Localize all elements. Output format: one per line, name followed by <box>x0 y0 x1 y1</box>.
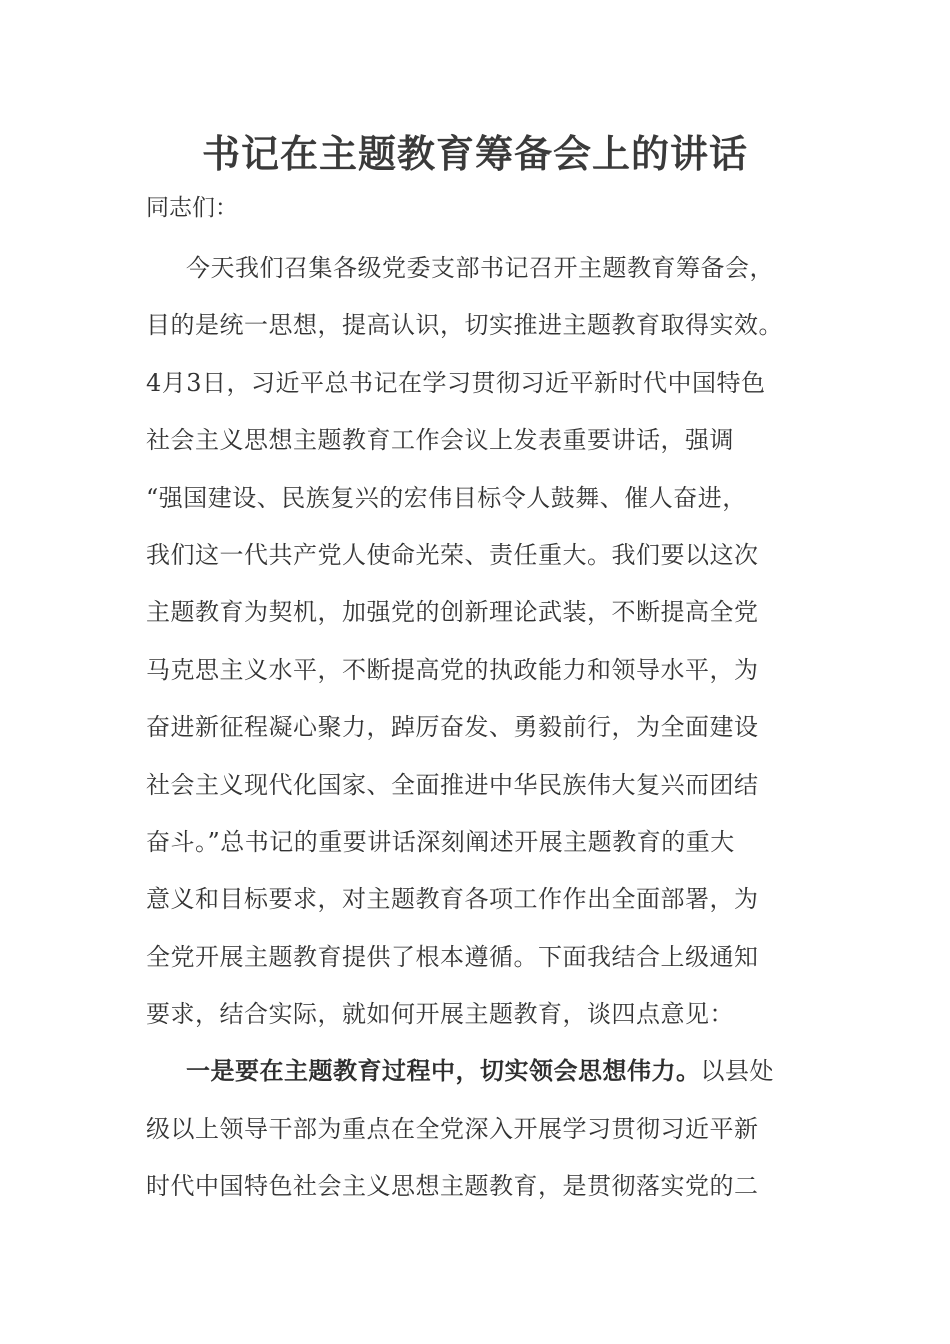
point-one-text: 以县处 <box>700 1057 774 1086</box>
paragraph-line: “强国建设、民族复兴的宏伟目标令人鼓舞、催人奋进， <box>146 483 747 512</box>
point-one-first-line <box>146 1043 826 1100</box>
paragraph-line: 时代中国特色社会主义思想主题教育，是贯彻落实党的二 <box>146 1172 759 1201</box>
paragraph-line: 级以上领导干部为重点在全党深入开展学习贯彻习近平新 <box>146 1114 759 1143</box>
paragraph-line: 要求，结合实际，就如何开展主题教育，谈四点意见： <box>146 1000 734 1029</box>
paragraph-line: 主题教育为契机，加强党的创新理论武装，不断提高全党 <box>146 598 759 627</box>
document-body <box>146 240 826 1216</box>
paragraph-line: 4月3日，习近平总书记在学习贯彻习近平新时代中国特色 <box>146 368 766 397</box>
paragraph-line: 奋进新征程凝心聚力，踔厉奋发、勇毅前行，为全面建设 <box>146 713 759 742</box>
paragraph-line: 奋斗。”总书记的重要讲话深刻阐述开展主题教育的重大 <box>146 827 735 856</box>
paragraph-line: 社会主义思想主题教育工作会议上发表重要讲话，强调 <box>146 426 734 455</box>
paragraph-line: 今天我们召集各级党委支部书记召开主题教育筹备会， <box>186 254 774 282</box>
paragraph-line: 目的是统一思想，提高认识，切实推进主题教育取得实效。 <box>146 311 783 340</box>
paragraph-line: 全党开展主题教育提供了根本遵循。下面我结合上级通知 <box>146 942 759 971</box>
paragraph-line: 马克思主义水平，不断提高党的执政能力和领导水平，为 <box>146 655 759 684</box>
document-title: 书记在主题教育筹备会上的讲话 <box>201 132 748 176</box>
salutation: 同志们： <box>146 195 238 221</box>
paragraph-line: 我们这一代共产党人使命光荣、责任重大。我们要以这次 <box>146 540 759 569</box>
paragraph-line: 社会主义现代化国家、全面推进中华民族伟大复兴而团结 <box>146 770 759 799</box>
point-one-heading: 一是要在主题教育过程中，切实领会思想伟力。 <box>186 1057 701 1086</box>
paragraph-line: 意义和目标要求，对主题教育各项工作作出全面部署，为 <box>146 885 759 914</box>
